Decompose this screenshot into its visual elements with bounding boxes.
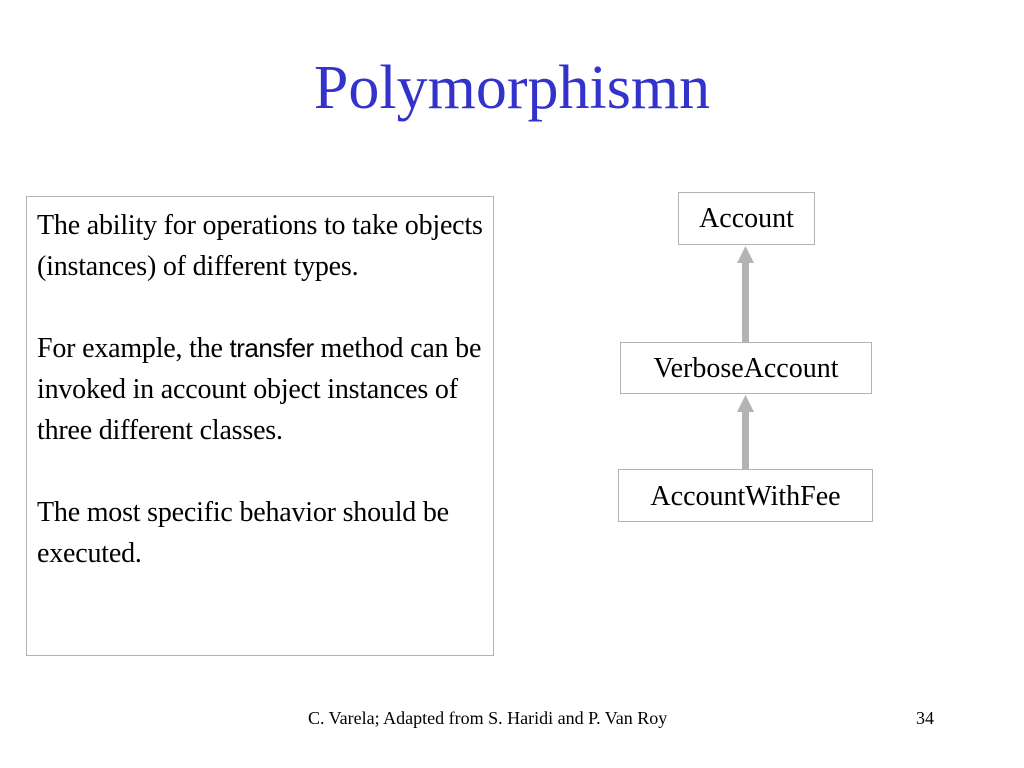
transfer-method-name: transfer [229,333,314,363]
paragraph-definition: The ability for operations to take objects (instances) of different types. [37,210,483,282]
paragraph-behavior: The most specific behavior should be executed. [37,497,449,569]
page-number: 34 [916,708,934,728]
arrow-verbose-to-account [737,246,754,342]
class-box-verbose-account: VerboseAccount [620,342,872,394]
class-box-account-with-fee: AccountWithFee [618,469,873,522]
footer-credit: C. Varela; Adapted from S. Haridi and P. Van Roy [308,708,668,728]
arrow-head [737,246,754,263]
slide-title: Polymorphismn [313,54,711,122]
arrow-fee-to-verbose [737,395,754,469]
class-box-account: Account [678,192,815,245]
example-text-start: For example, the [37,333,230,364]
arrow-shaft [742,411,749,469]
arrow-shaft [742,262,749,342]
arrow-head [737,395,754,412]
example-text-end: method can be invoked in account object instances of three different classes. [37,333,482,446]
